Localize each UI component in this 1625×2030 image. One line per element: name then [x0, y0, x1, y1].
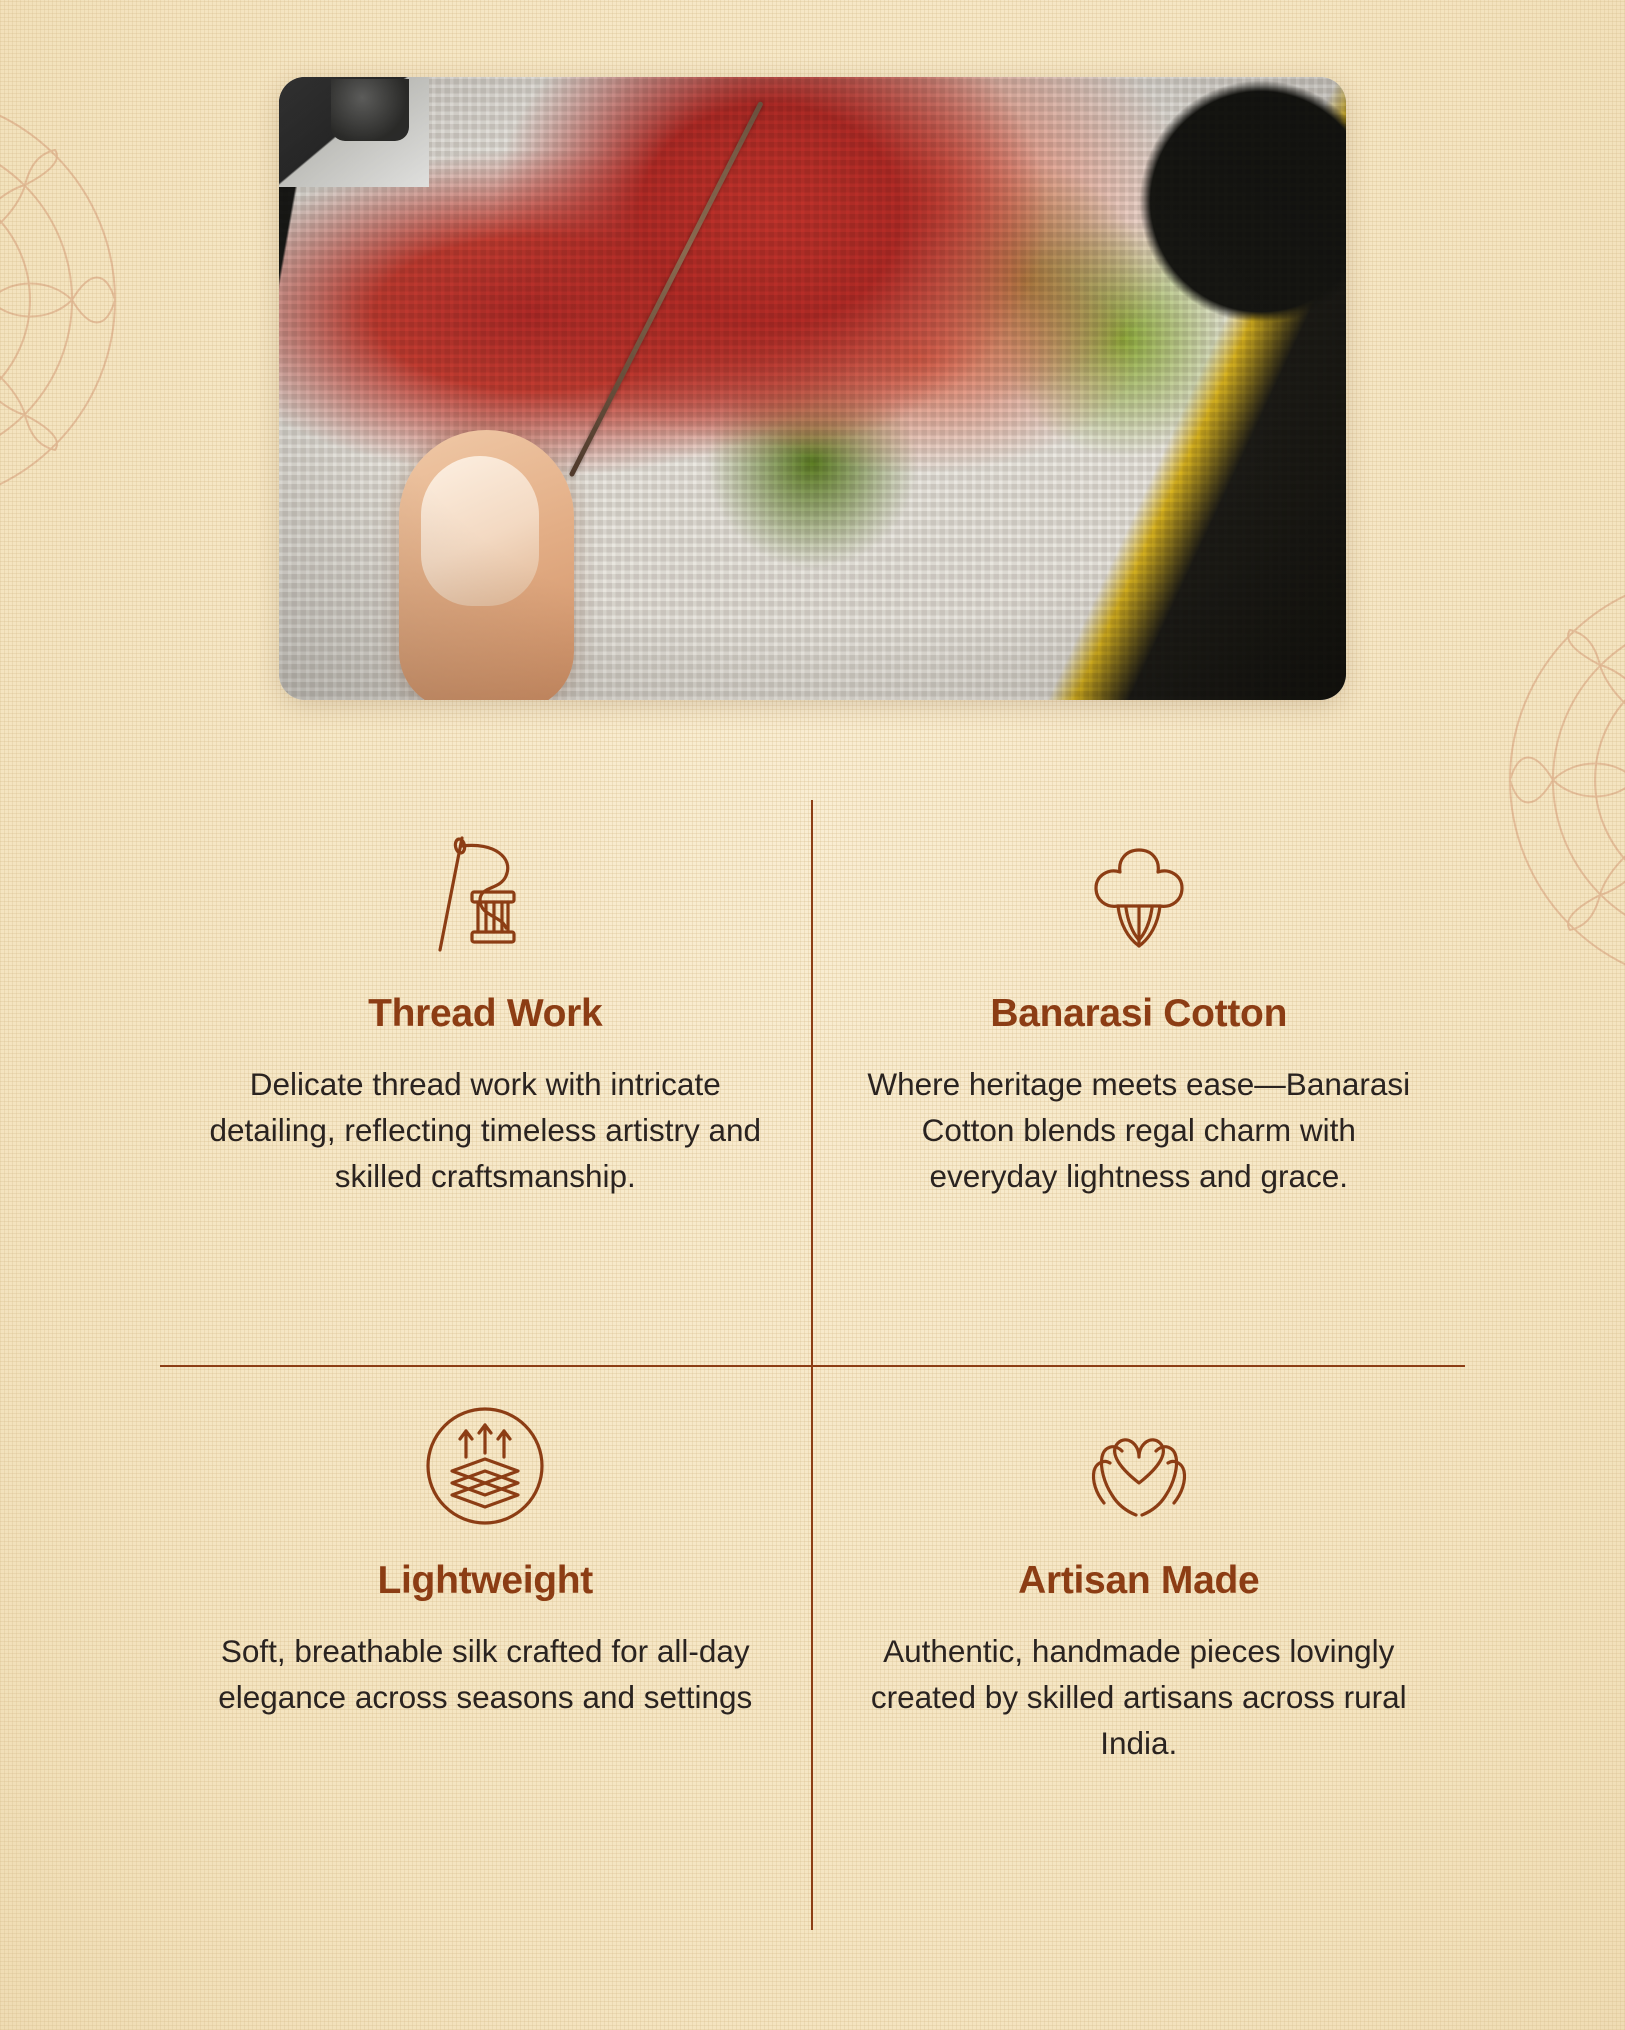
needle-and-thread-spool-icon: [410, 824, 560, 974]
feature-card-thread-work: [160, 800, 813, 1365]
feature-description: Soft, breathable silk crafted for all-day elegance across seasons and settings: [218, 1633, 753, 1715]
feature-description: Where heritage meets ease—Banarasi Cotton blends regal charm with everyday lightness and grace.: [867, 1066, 1411, 1194]
cotton-boll-icon: [1064, 824, 1214, 974]
feature-grid: [160, 800, 1465, 1930]
feature-title: Banarasi Cotton: [990, 992, 1288, 1035]
hero-image: [279, 77, 1346, 700]
feature-description: Authentic, handmade pieces lovingly created by skilled artisans across rural India.: [870, 1633, 1407, 1761]
mandala-ornament-left-icon: [0, 60, 270, 540]
feature-title: Lightweight: [377, 1559, 593, 1602]
feature-title: Artisan Made: [1018, 1559, 1260, 1602]
lightweight-fabric-layers-icon: [410, 1391, 560, 1541]
feature-card-banarasi-cotton: [813, 800, 1466, 1365]
feature-description: Delicate thread work with intricate detailing, reflecting timeless artistry and skilled craftsmanship.: [209, 1066, 761, 1194]
hands-holding-heart-icon: [1064, 1391, 1214, 1541]
feature-title: Thread Work: [368, 992, 603, 1035]
feature-card-artisan-made: [813, 1365, 1466, 1930]
feature-card-lightweight: [160, 1365, 813, 1930]
